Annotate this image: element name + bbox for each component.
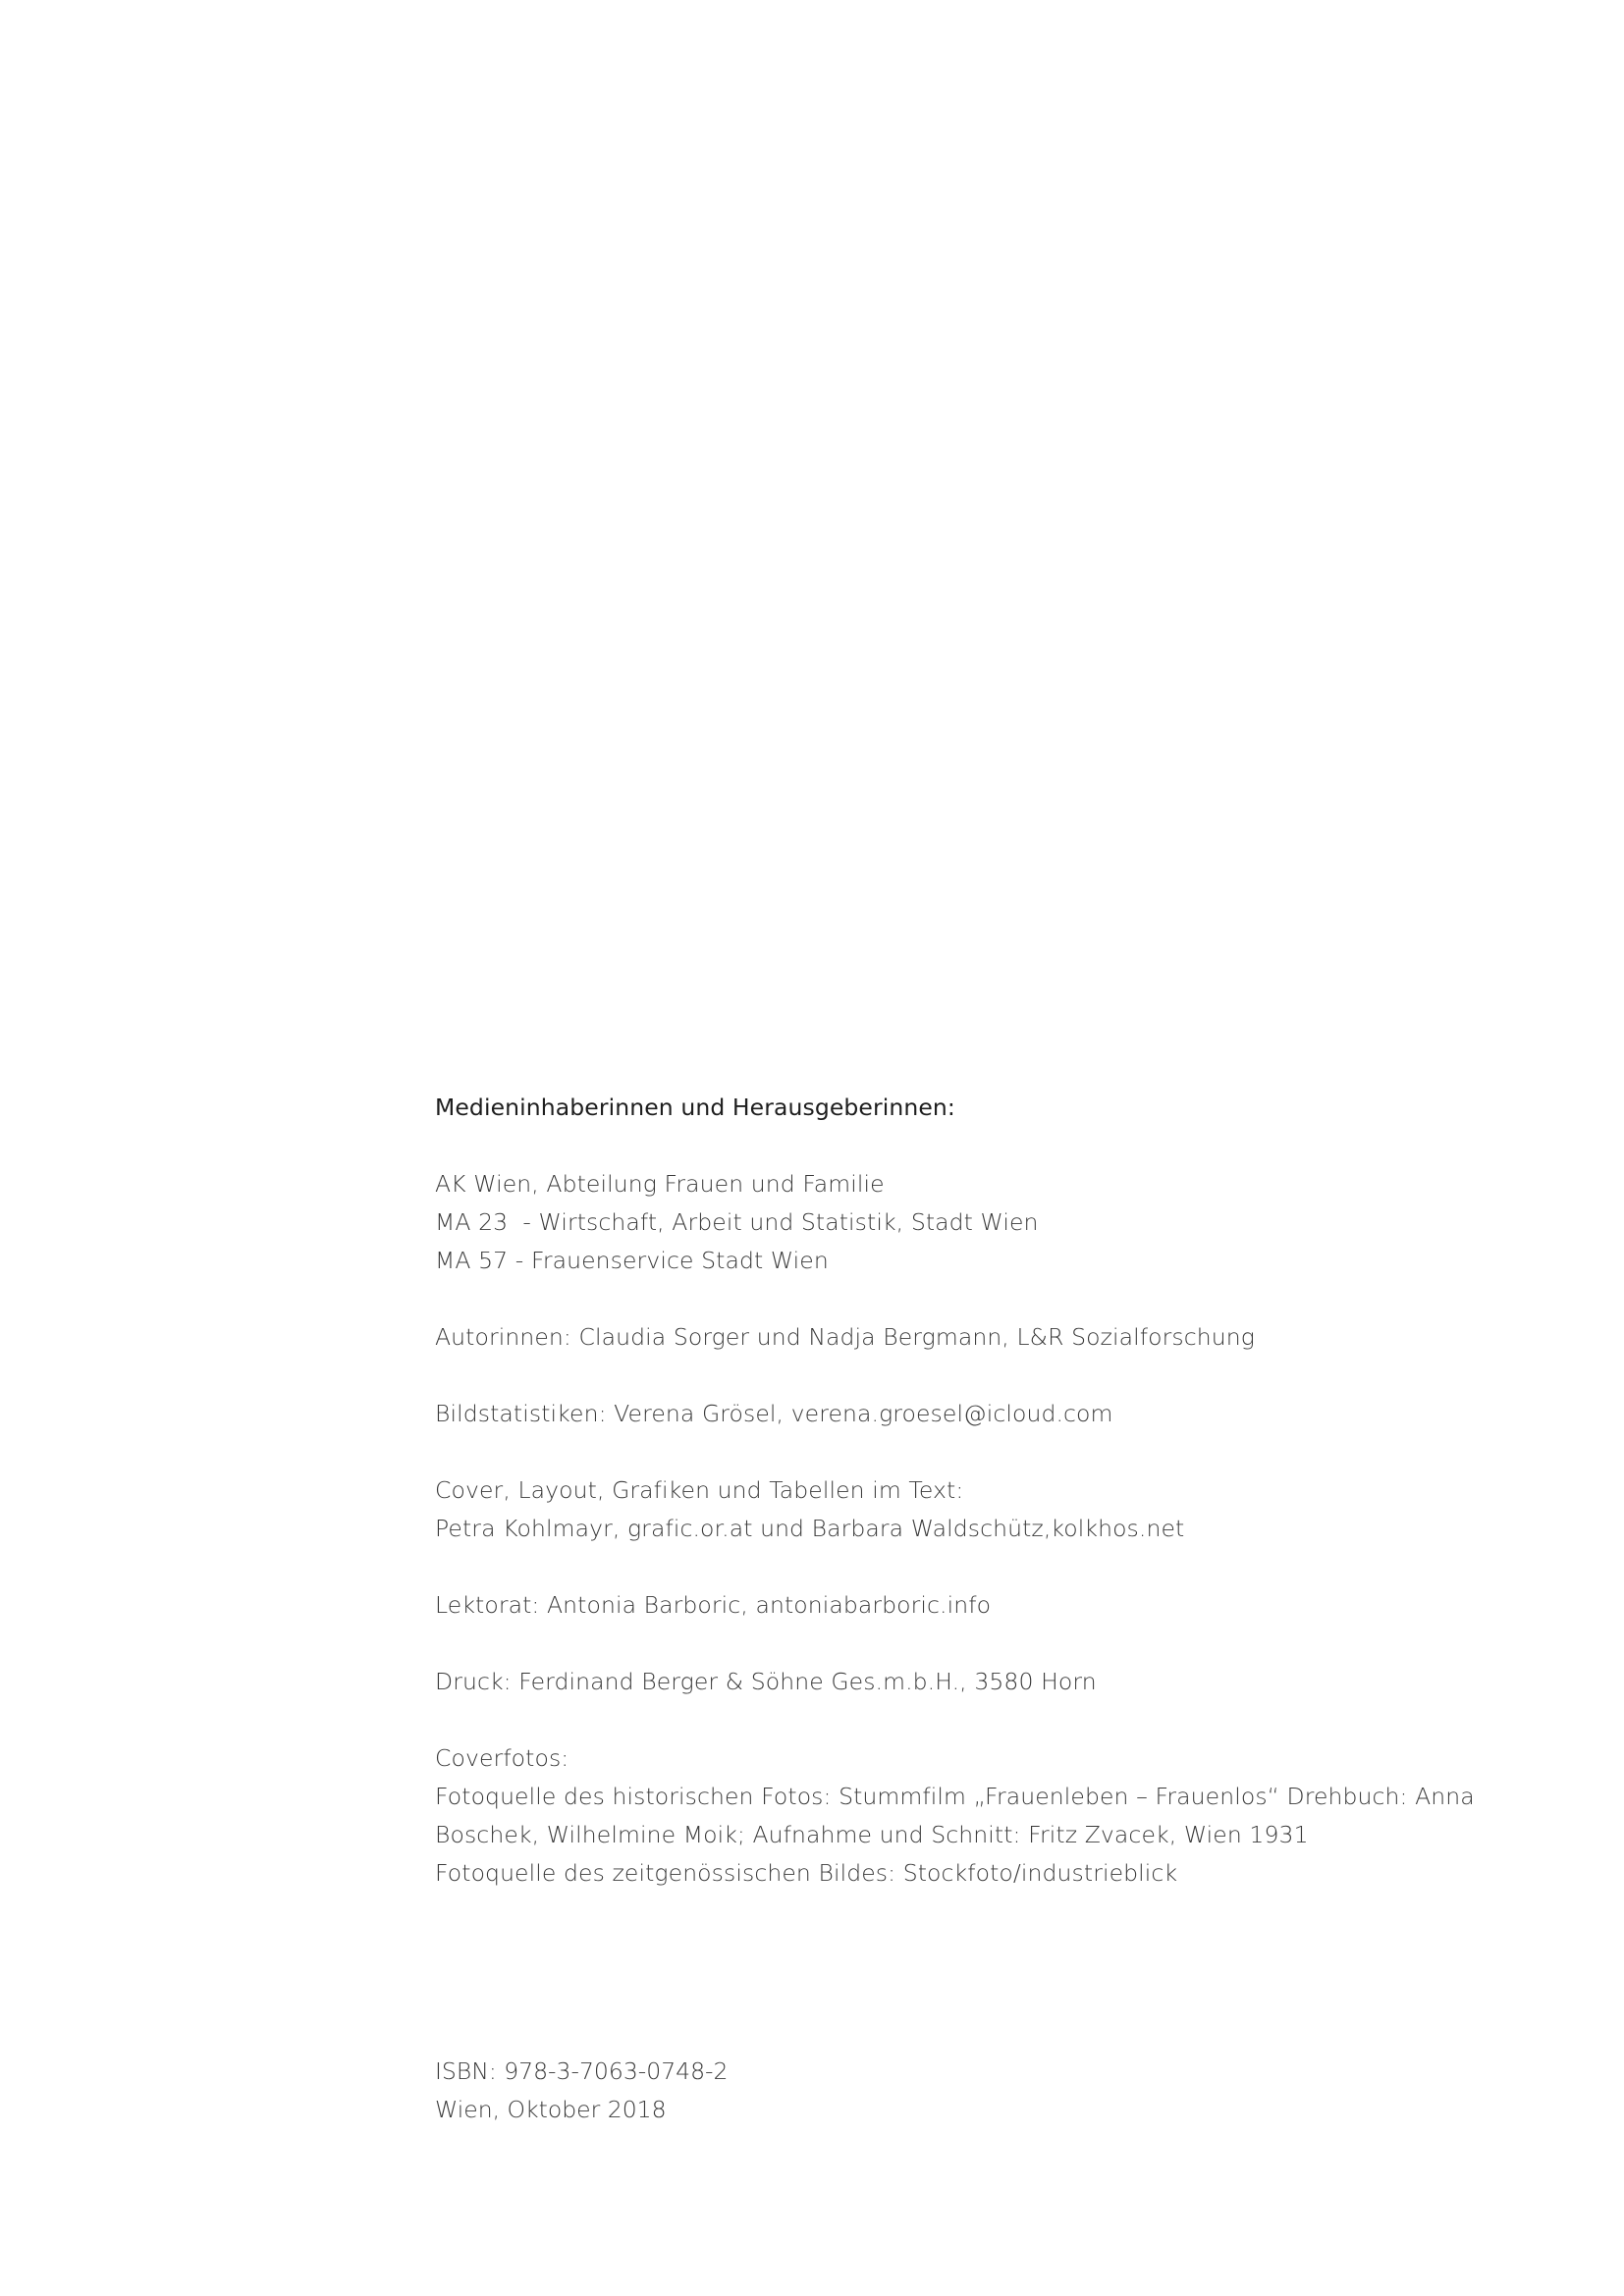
publishers-list	[435, 1165, 1535, 1280]
publication-info	[435, 2053, 729, 2129]
image-statistics-block	[435, 1395, 1535, 1433]
layout-block	[435, 1471, 1535, 1548]
isbn-text: ISBN: 978-3-7063-0748-2	[435, 2057, 729, 2085]
printing-block	[435, 1663, 1535, 1701]
publisher-item: MA 57 - Frauenservice Stadt Wien	[435, 1247, 829, 1274]
editing-block	[435, 1586, 1535, 1625]
publisher-item: MA 23 - Wirtschaft, Arbeit und Statistik, Stadt Wien	[435, 1208, 1039, 1236]
imprint-heading: Medieninhaberinnen und Herausgeberinnen:	[435, 1094, 955, 1121]
printing-text: Druck: Ferdinand Berger & Söhne Ges.m.b.H., 3580 Horn	[435, 1668, 1097, 1695]
layout-label: Cover, Layout, Grafiken und Tabellen im Text:	[435, 1476, 964, 1504]
cover-photos-line: Boschek, Wilhelmine Moik; Aufnahme und Schnitt: Fritz Zvacek, Wien 1931	[435, 1821, 1309, 1848]
editing-text: Lektorat: Antonia Barboric, antoniabarboric.info	[435, 1591, 992, 1619]
authors-text: Autorinnen: Claudia Sorger und Nadja Bergmann, L&R Sozialforschung	[435, 1323, 1255, 1351]
place-date-text: Wien, Oktober 2018	[435, 2096, 667, 2123]
authors-block	[435, 1318, 1535, 1357]
publisher-item: AK Wien, Abteilung Frauen und Familie	[435, 1170, 885, 1198]
cover-photos-line: Fotoquelle des historischen Fotos: Stummfilm „Frauenleben – Frauenlos“ Drehbuch: Anna	[435, 1783, 1475, 1810]
image-statistics-text: Bildstatistiken: Verena Grösel, verena.groesel@icloud.com	[435, 1400, 1113, 1427]
imprint-section	[435, 1089, 1535, 1931]
cover-photos-block	[435, 1739, 1535, 1893]
layout-credits: Petra Kohlmayr, grafic.or.at und Barbara Waldschütz,kolkhos.net	[435, 1515, 1185, 1542]
cover-photos-label: Coverfotos:	[435, 1744, 569, 1772]
cover-photos-line: Fotoquelle des zeitgenössischen Bildes: Stockfoto/industrieblick	[435, 1859, 1178, 1887]
